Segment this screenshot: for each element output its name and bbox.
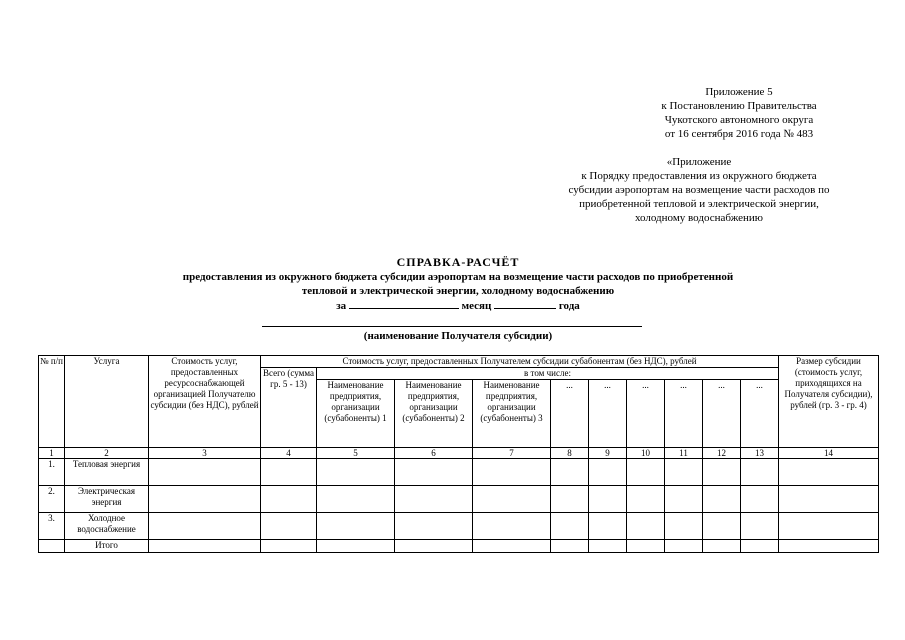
annex-inner-line: «Приложение xyxy=(666,156,732,168)
data-cell[interactable] xyxy=(149,486,261,513)
month-blank-field[interactable] xyxy=(494,298,556,309)
header-subsidy: Размер субсидии (стоимость услуг, приходящихся на Получателя субсидии), рублей (гр. 3 - гр. 4) xyxy=(779,356,879,448)
data-cell[interactable] xyxy=(261,486,317,513)
column-number: 14 xyxy=(779,448,879,459)
annex-line: Чукотского автономного округа xyxy=(664,114,814,126)
data-cell[interactable] xyxy=(703,513,741,540)
header-dots: ... xyxy=(741,380,779,448)
data-cell[interactable] xyxy=(779,486,879,513)
data-cell[interactable] xyxy=(149,540,261,553)
annex-inner-line: приобретенной тепловой и электрической энергии, xyxy=(579,198,819,210)
column-number: 2 xyxy=(65,448,149,459)
data-cell[interactable] xyxy=(703,540,741,553)
period-za-label: за xyxy=(336,300,347,312)
header-dots: ... xyxy=(589,380,627,448)
data-cell[interactable] xyxy=(589,513,627,540)
header-including: в том числе: xyxy=(317,368,779,380)
data-cell[interactable] xyxy=(395,540,473,553)
annex-inner-line: холодному водоснабжению xyxy=(634,212,764,224)
period-year-label: года xyxy=(558,300,580,312)
column-number: 7 xyxy=(473,448,551,459)
data-cell[interactable] xyxy=(261,540,317,553)
column-number: 13 xyxy=(741,448,779,459)
period-line xyxy=(38,298,878,313)
document-title-block xyxy=(38,255,878,313)
data-cell[interactable] xyxy=(317,540,395,553)
column-number: 4 xyxy=(261,448,317,459)
annex-inner-line: субсидии аэропортам на возмещение части расходов по xyxy=(568,184,830,196)
data-cell[interactable] xyxy=(317,459,395,486)
table-row xyxy=(39,513,879,540)
data-cell[interactable] xyxy=(779,513,879,540)
data-cell[interactable] xyxy=(473,513,551,540)
header-dots: ... xyxy=(627,380,665,448)
column-number: 1 xyxy=(39,448,65,459)
data-cell[interactable] xyxy=(551,486,589,513)
data-cell[interactable] xyxy=(589,540,627,553)
calculation-table xyxy=(38,355,879,553)
column-number: 11 xyxy=(665,448,703,459)
data-cell[interactable] xyxy=(317,486,395,513)
column-numbers-row xyxy=(39,448,879,459)
data-cell[interactable] xyxy=(149,513,261,540)
data-cell[interactable] xyxy=(589,459,627,486)
row-service: Итого xyxy=(65,540,149,553)
row-no: 3. xyxy=(39,513,65,540)
header-dots: ... xyxy=(665,380,703,448)
data-cell[interactable] xyxy=(665,486,703,513)
column-number: 8 xyxy=(551,448,589,459)
data-cell[interactable] xyxy=(741,513,779,540)
row-service: Тепловая энергия xyxy=(65,459,149,486)
data-cell[interactable] xyxy=(395,486,473,513)
data-cell[interactable] xyxy=(779,540,879,553)
data-cell[interactable] xyxy=(473,486,551,513)
data-cell[interactable] xyxy=(741,486,779,513)
data-cell[interactable] xyxy=(741,459,779,486)
annex-line: Приложение 5 xyxy=(705,86,773,98)
header-no: № п/п xyxy=(39,356,65,448)
annex-inner-line: к Порядку предоставления из окружного бюджета xyxy=(581,170,817,182)
column-number: 3 xyxy=(149,448,261,459)
data-cell[interactable] xyxy=(665,540,703,553)
table-row xyxy=(39,486,879,513)
annex-line: от 16 сентября 2016 года № 483 xyxy=(664,128,814,140)
annex-inner-header xyxy=(520,155,878,225)
recipient-label: (наименование Получателя субсидии) xyxy=(363,330,553,342)
header-cost: Стоимость услуг, предоставленных ресурсоснабжающей организацией Получателю субсидии (без НДС), рублей xyxy=(149,356,261,448)
header-subscriber-2: Наименование предприятия, организации (субабоненты) 2 xyxy=(395,380,473,448)
recipient-name-field[interactable] xyxy=(262,326,642,327)
data-cell[interactable] xyxy=(665,459,703,486)
table-row xyxy=(39,459,879,486)
header-service: Услуга xyxy=(65,356,149,448)
header-subscriber-cost: Стоимость услуг, предоставленных Получателем субсидии субабонентам (без НДС), рублей xyxy=(261,356,779,368)
data-cell[interactable] xyxy=(627,486,665,513)
row-no: 2. xyxy=(39,486,65,513)
annex-header xyxy=(560,85,905,141)
period-month-label: месяц xyxy=(461,300,492,312)
data-cell[interactable] xyxy=(551,459,589,486)
data-cell[interactable] xyxy=(589,486,627,513)
row-service: Холодное водоснабжение xyxy=(65,513,149,540)
data-cell[interactable] xyxy=(627,513,665,540)
column-number: 6 xyxy=(395,448,473,459)
data-cell[interactable] xyxy=(627,459,665,486)
header-subscriber-3: Наименование предприятия, организации (субабоненты) 3 xyxy=(473,380,551,448)
data-cell[interactable] xyxy=(473,459,551,486)
period-blank-field[interactable] xyxy=(349,298,459,309)
data-cell[interactable] xyxy=(779,459,879,486)
data-cell[interactable] xyxy=(703,486,741,513)
header-subscriber-1: Наименование предприятия, организации (субабоненты) 1 xyxy=(317,380,395,448)
data-cell[interactable] xyxy=(317,513,395,540)
column-number: 10 xyxy=(627,448,665,459)
data-cell[interactable] xyxy=(473,540,551,553)
row-no: 1. xyxy=(39,459,65,486)
data-cell[interactable] xyxy=(261,459,317,486)
column-number: 12 xyxy=(703,448,741,459)
row-no xyxy=(39,540,65,553)
data-cell[interactable] xyxy=(741,540,779,553)
data-cell[interactable] xyxy=(395,513,473,540)
data-cell[interactable] xyxy=(627,540,665,553)
row-service: Электрическая энергия xyxy=(65,486,149,513)
data-cell[interactable] xyxy=(395,459,473,486)
data-cell[interactable] xyxy=(261,513,317,540)
document-subtitle-line1: предоставления из окружного бюджета субсидии аэропортам на возмещение части расходов по приобретенной xyxy=(182,271,734,283)
data-cell[interactable] xyxy=(149,459,261,486)
data-cell[interactable] xyxy=(551,513,589,540)
header-dots: ... xyxy=(703,380,741,448)
total-row xyxy=(39,540,879,553)
data-cell[interactable] xyxy=(703,459,741,486)
document-subtitle-line2: тепловой и электрической энергии, холодному водоснабжению xyxy=(301,285,615,297)
header-dots: ... xyxy=(551,380,589,448)
document-title: СПРАВКА-РАСЧЁТ xyxy=(396,255,520,269)
column-number: 5 xyxy=(317,448,395,459)
data-cell[interactable] xyxy=(551,540,589,553)
column-number: 9 xyxy=(589,448,627,459)
data-cell[interactable] xyxy=(665,513,703,540)
header-total: Всего (сумма гр. 5 - 13) xyxy=(261,368,317,448)
annex-line: к Постановлению Правительства xyxy=(661,100,817,112)
